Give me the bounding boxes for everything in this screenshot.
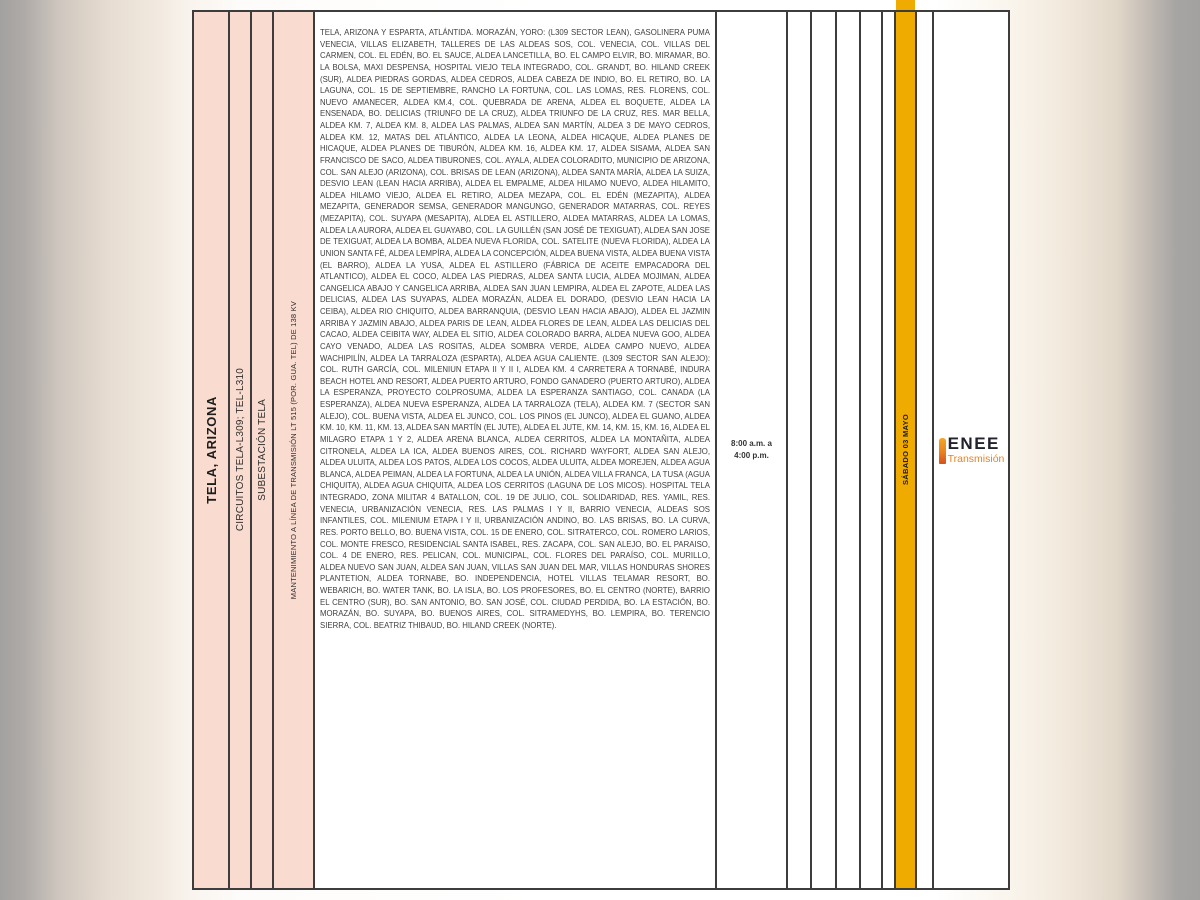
municipality-label: TELA, ARIZONA (203, 396, 219, 504)
empty-day-cell-3 (837, 12, 861, 888)
circuits-column (230, 12, 252, 888)
schedule-time-text: 8:00 a.m. a 4:00 p.m. (731, 439, 772, 460)
day-label: SÁBADO 03 MAYO (901, 414, 910, 486)
schedule-time-cell (717, 12, 788, 888)
enee-subtitle: Transmisión (947, 452, 1005, 465)
enee-wordmark: ENEE (947, 433, 1000, 453)
enee-logo-text (948, 435, 1005, 465)
empty-day-cell-1 (788, 12, 812, 888)
enee-flame-icon (939, 438, 946, 464)
day-cell-saturday-highlight (896, 12, 917, 888)
circuits-label: CIRCUITOS TELA-L309; TEL-L310 (234, 368, 246, 532)
empty-day-cell-6 (917, 12, 934, 888)
enee-logo (939, 435, 1005, 465)
affected-areas-text: TELA, ARIZONA Y ESPARTA, ATLÁNTIDA. MORAZÁN, YORO: (L309 SECTOR LEAN), GASOLINERA PUMA VENECIA, VILLAS ELIZABETH, TALLERES DE LAS ALDEAS SOS, COL. VENECIA, COL. VILLAS DEL CARMEN, COL. EL EDÉN, BO. EL SAUCE, ALDEA LANCETILLA, BO. EL CAMPO ELVIR, BO. MIRAMAR, BO. LA BOLSA, MAXI DESPENSA, HOSPITAL VIEJO TELA INTEGRADO, COL. GRANDT, BO. HILAND CREEK (SUR), ALDEA PIEDRAS GORDAS, ALDEA CEDROS, ALDEA CABEZA DE INDIO, BO. EL RETIRO, BO. LA LAGUNA, COL. 15 DE SEPTIEMBRE, RANCHO LA FORTUNA, COL. LAS LOMAS, RES. FLORENS, COL. NUEVO AMANECER, ALDEA KM.4, COL. QUEBRADA DE ARENA, ALDEA EL BOQUETE, ALDEA LA ENSENADA, BO. DELICIAS (TRIUNFO DE LA CRUZ), ALDEA TRIUNFO DE LA CRUZ, RES. MAR BELLA, ALDEA KM. 7, ALDEA KM. 8, ALDEA LAS PALMAS, ALDEA SAN MARTÍN, ALDEA 3 DE MAYO CEDROS, ALDEA KM. 12, MATAS DEL ATLÁNTICO, ALDEA LA LEONA, ALDEA HICAQUE, ALDEA PLANES DE HICAQUE, ALDEA PLANES DE TIBURÓN, ALDEA KM. 16, ALDEA KM. 17, ALDEA SISAMA, ALDEA SAN FRANCISCO DE SACO, ALDEA TIBURONES, COL. AYALA, ALDEA COLORADITO, MUNICIPIO DE ARIZONA, COL. SAN ALEJO (ARIZONA), COL. BRISAS DE LEAN (ARIZONA), ALDEA SANTA MARÍA, ALDEA LA SUIZA, DESVIO LEAN (LEAN HACIA ARRIBA), ALDEA EL EMPALME, ALDEA HILAMO NUEVO, ALDEA HILAMITO, ALDEA HILAMO VIEJO, ALDEA EL RETIRO, ALDEA MEZAPA, COL. EL EDÉN (MEZAPITA), ALDEA MEZAPITA, GENERADOR SEMSA, GENERADOR MANGUNGO, GENERADOR MATARRAS, COL. REYES (MEZAPITA), COL. SUYAPA (MESAPITA), ALDEA EL ASTILLERO, ALDEA MATARRAS, ALDEA LA LOMAS, ALDEA LA AURORA, ALDEA EL GUAYABO, COL. LA GUILLÉN (SAN JOSÉ DE TEXIGUAT), ALDEA SAN JOSE DE TEXIGUAT, ALDEA LA BOMBA, ALDEA NUEVA FLORIDA, COL. SATELITE (NUEVA FLORIDA), ALDEA LA UNION SANTA FÉ, ALDEA LEMPÍRA, ALDEA LA CONCEPCIÓN, ALDEA BUENA VISTA, ALDEA BUENA VISTA (EL BARRO), ALDEA LA YUSA, ALDEA EL ASTILLERO (FÁBRICA DE ACEITE EMPACADORA DEL ATLANTICO), ALDEA EL COCO, ALDEA LAS PIEDRAS, ALDEA SANTA LUCIA, ALDEA MOJIMAN, ALDEA CANGELICA ABAJO Y CANGELICA ARRIBA, ALDEA SAN JUAN LEMPIRA, ALDEA EL ZAPOTE, ALDEA LAS DELICIAS, ALDEA LAS SUYAPAS, ALDEA MORAZÁN, ALDEA EL DORADO, (DESVIO LEAN HACIA LA CEIBA), ALDEA RIO CHIQUITO, ALDEA BARRANQUIA, (DESVIO LEAN HACIA ABAJO), ALDEA EL JAZMIN ARRIBA Y JAZMIN ABAJO, ALDEA PARIS DE LEAN, ALDEA FLORES DE LEAN, ALDEA LAS DELICIAS DEL CACAO, ALDEA CEIBITA WAY, ALDEA EL SITIO, ALDEA COLORADO BARRA, ALDEA NUEVA GOO, ALDEA CAYO VENADO, ALDEA LAS ROSITAS, ALDEA SOMBRA VERDE, ALDEA CAMPO NUEVO, ALDEA WACHIPILÍN, ALDEA LA TARRALOZA (ESPARTA), ALDEA AGUA CALIENTE. (L309 SECTOR SAN ALEJO): COL. RUTH GARCÍA, COL. MILENIUN ETAPA II Y II I, ALDEA KM. 4 CARRETERA A TORNABÉ, INDURA BEACH HOTEL AND RESORT, ALDEA PUERTO ARTURO, FONDO GANADERO (PUERTO ARTURO), ALDEA LA ESPERANZA, PROYECTO COLPROSUMA, ALDEA LA ESPERANZA SANTIAGO, COL. CANADA (LA ESPERANZA), ALDEA NUEVA ESPERANZA, ALDEA LA TARRALOZA (TELA), ALDEA KM. 7 (SECTOR SAN ALEJO), COL. BUENA VISTA, ALDEA EL JUNCO, COL. LOS PINOS (EL JUNCO), ALDEA EL GUANO, ALDEA KM. 10, KM. 11, KM. 13, ALDEA SAN MARTÍN (EL JUTE), ALDEA EL JUTE, KM. 14, KM. 15, KM. 16, ALDEA EL MILAGRO ETAPA 1 Y 2, ALDEA ARENA BLANCA, ALDEA CERRITOS, ALDEA LA MONTAÑITA, ALDEA CITRONELA, ALDEA LA ICA, ALDEA BUENOS AIRES, COL. RICHARD WAYFORT, ALDEA SAN ALEJO, ALDEA ULUITA, ALDEA LOS PATOS, ALDEA LOS COCOS, ALDEA ULUITA, ALDEA MOREJEN, ALDEA AGUA BLANCA, ALDEA PEIMAN, ALDEA LA FORTUNA, ALDEA LA UNIÓN, ALDEA VILLA FRANCA, LA TUSA (AGUA CHIQUITA), ALDEA AGUA CHIQUITA, ALDEA LOS CERRITOS (LAGUNA DE LOS MICOS). HOSPITAL TELA INTEGRADO, ZONA MILITAR 4 BATALLON, COL. 19 DE JULIO, COL. SOLIDARIDAD, RES. YAMIL, RES. VENECIA, URBANIZACIÓN VENECIA, RES. LAS PALMAS I Y II, BARRIO VENECIA, ALDEAS SOS INFANTILES, COL. MILENIUM ETAPA I Y II, URBANIZACIÓN ANDINO, BO. LAS BRISAS, BO. LA CURVA, RES. PORTO BELLO, BO. BUENA VISTA, COL. 15 DE ENERO, COL. SITRATERCO, COL. ROMERO LARIOS, COL. MONTE FRESCO, RESIDENCIAL SANTA ISABEL, RES. ZACAPA, COL. SAN ALEJO, BO. EL PARAISO, COL. 4 DE ENERO, RES. PELICAN, COL. MUNICIPAL, COL. FLORES DEL PARAÍSO, COL. MURILLO, ALDEA NUEVO SAN JUAN, ALDEA SAN JUAN, VILLAS SAN JUAN DEL MAR, VILLAS HONDURAS SHORES PLANTETION, ALDEA TORNABE, BO. INDEPENDENCIA, HOTEL VILLAS TELAMAR RESORT, BO. WEBARICH, BO. WATER TANK, BO. LA ISLA, BO. LOS PROFESORES, BO. EL CENTRO (NORTE), BARRIO EL CENTRO (SUR), BO. SAN ANTONIO, BO. SAN JOSÉ, COL. CIUDAD PERDIDA, BO. LA ESTACIÓN, BO. MORAZÁN, BO. SUYAPA, BO. BUENOS AIRES, COL. SITRAMEDYHS, BO. LEMPIRA, BO. TERENCIO SIERRA, COL. BEATRIZ THIBAUD, BO. HILAND CREEK (NORTE). (320, 28, 710, 630)
maintenance-label: MANTENIMIENTO A LÍNEA DE TRANSMISIÓN LT 515 (POR. GUA. TEL) DE 138 KV (289, 300, 298, 600)
empty-day-cell-4 (861, 12, 883, 888)
maintenance-column (274, 12, 315, 888)
substation-column (252, 12, 274, 888)
affected-areas-cell (315, 12, 717, 888)
municipality-column (194, 12, 230, 888)
empty-day-cell-2 (812, 12, 837, 888)
logo-cell (934, 12, 1008, 888)
outage-schedule-table (192, 10, 1010, 890)
substation-label: SUBESTACIÓN TELA (256, 399, 268, 501)
empty-day-cell-5 (883, 12, 896, 888)
